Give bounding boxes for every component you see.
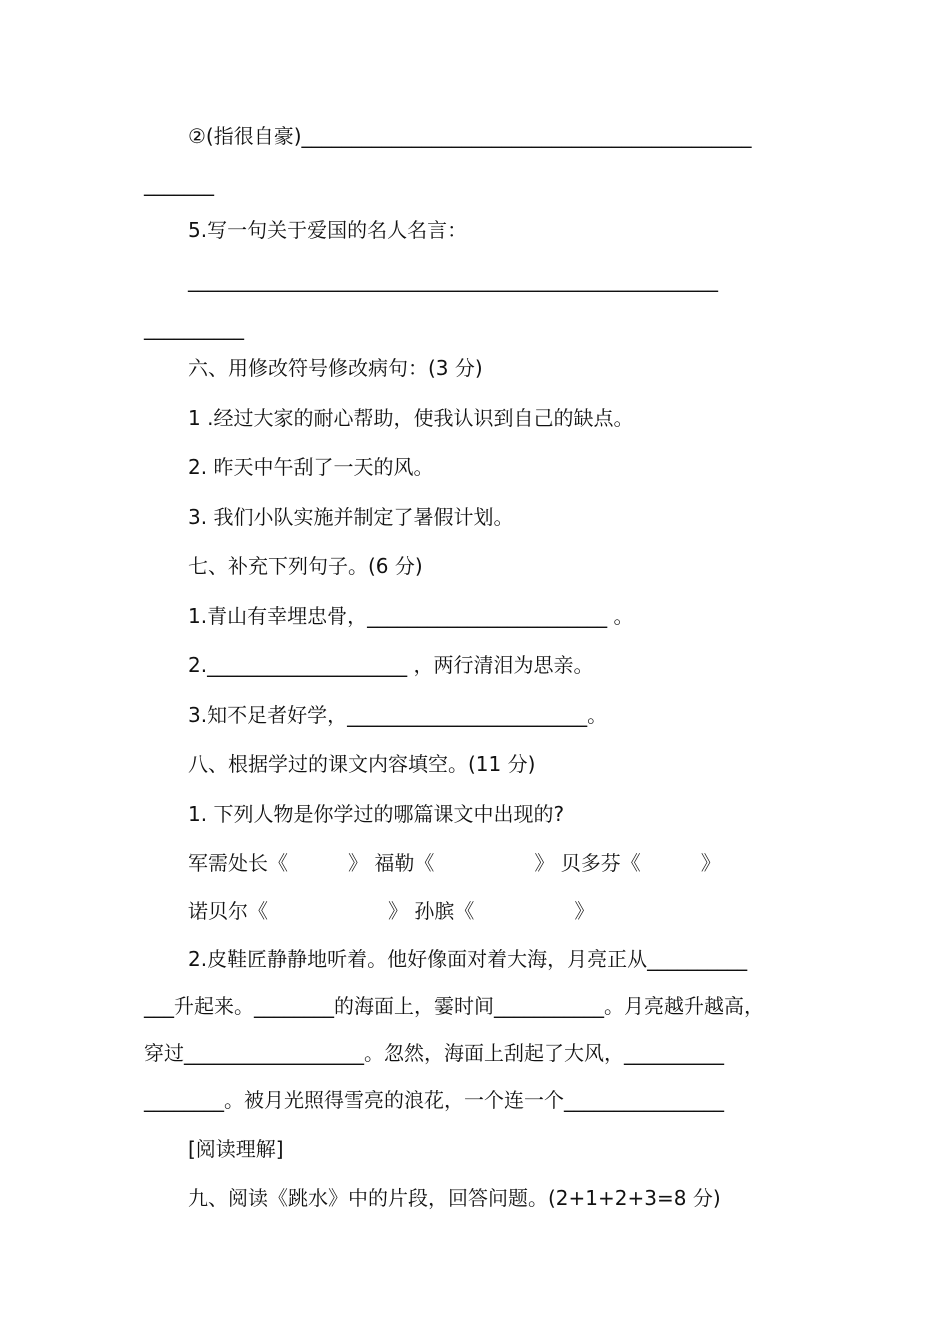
section-heading: 九、阅读《跳水》中的片段，回答问题。(2+1+2+3=8 分) (188, 1186, 721, 1210)
text-line: 军需处长《 》 福勒《 》 贝多芬《 》 (188, 851, 721, 875)
text-line: 5.写一句关于爱国的名人名言： (188, 218, 468, 242)
section-heading: 七、补充下列句子。(6 分) (188, 554, 423, 578)
text-line: ___升起来。________的海面上，霎时间___________。月亮越升越高， (144, 994, 764, 1018)
text-line: 1 .经过大家的耐心帮助，使我认识到自己的缺点。 (188, 406, 634, 430)
text-line: 3.知不足者好学，________________________。 (188, 703, 608, 727)
text-line: 1. 下列人物是你学过的哪篇课文中出现的? (188, 802, 565, 826)
text-line: 2.皮鞋匠静静地听着。他好像面对着大海，月亮正从__________ (188, 947, 748, 971)
text-line: ________。被月光照得雪亮的浪花，一个连一个________________ (144, 1088, 724, 1112)
text-line: ②(指很自豪)_____________________________________________ (188, 124, 752, 148)
text-line: _______ (144, 172, 214, 196)
section-heading: 八、根据学过的课文内容填空。(11 分) (188, 752, 536, 776)
text-line: 1.青山有幸埋忠骨，________________________ 。 (188, 604, 634, 628)
text-line: _____________________________________________________ (188, 268, 718, 292)
text-line: 2.____________________ ，两行清泪为思亲。 (188, 653, 594, 677)
text-line: 2. 昨天中午刮了一天的风。 (188, 455, 434, 479)
section-heading: 六、用修改符号修改病句：(3 分) (188, 356, 483, 380)
text-line: 穿过__________________。忽然，海面上刮起了大风，__________ (144, 1041, 724, 1065)
section-label: [阅读理解] (188, 1137, 284, 1161)
text-line: __________ (144, 316, 244, 340)
text-line: 诺贝尔《 》 孙膑《 》 (188, 899, 595, 923)
text-line: 3. 我们小队实施并制定了暑假计划。 (188, 505, 514, 529)
